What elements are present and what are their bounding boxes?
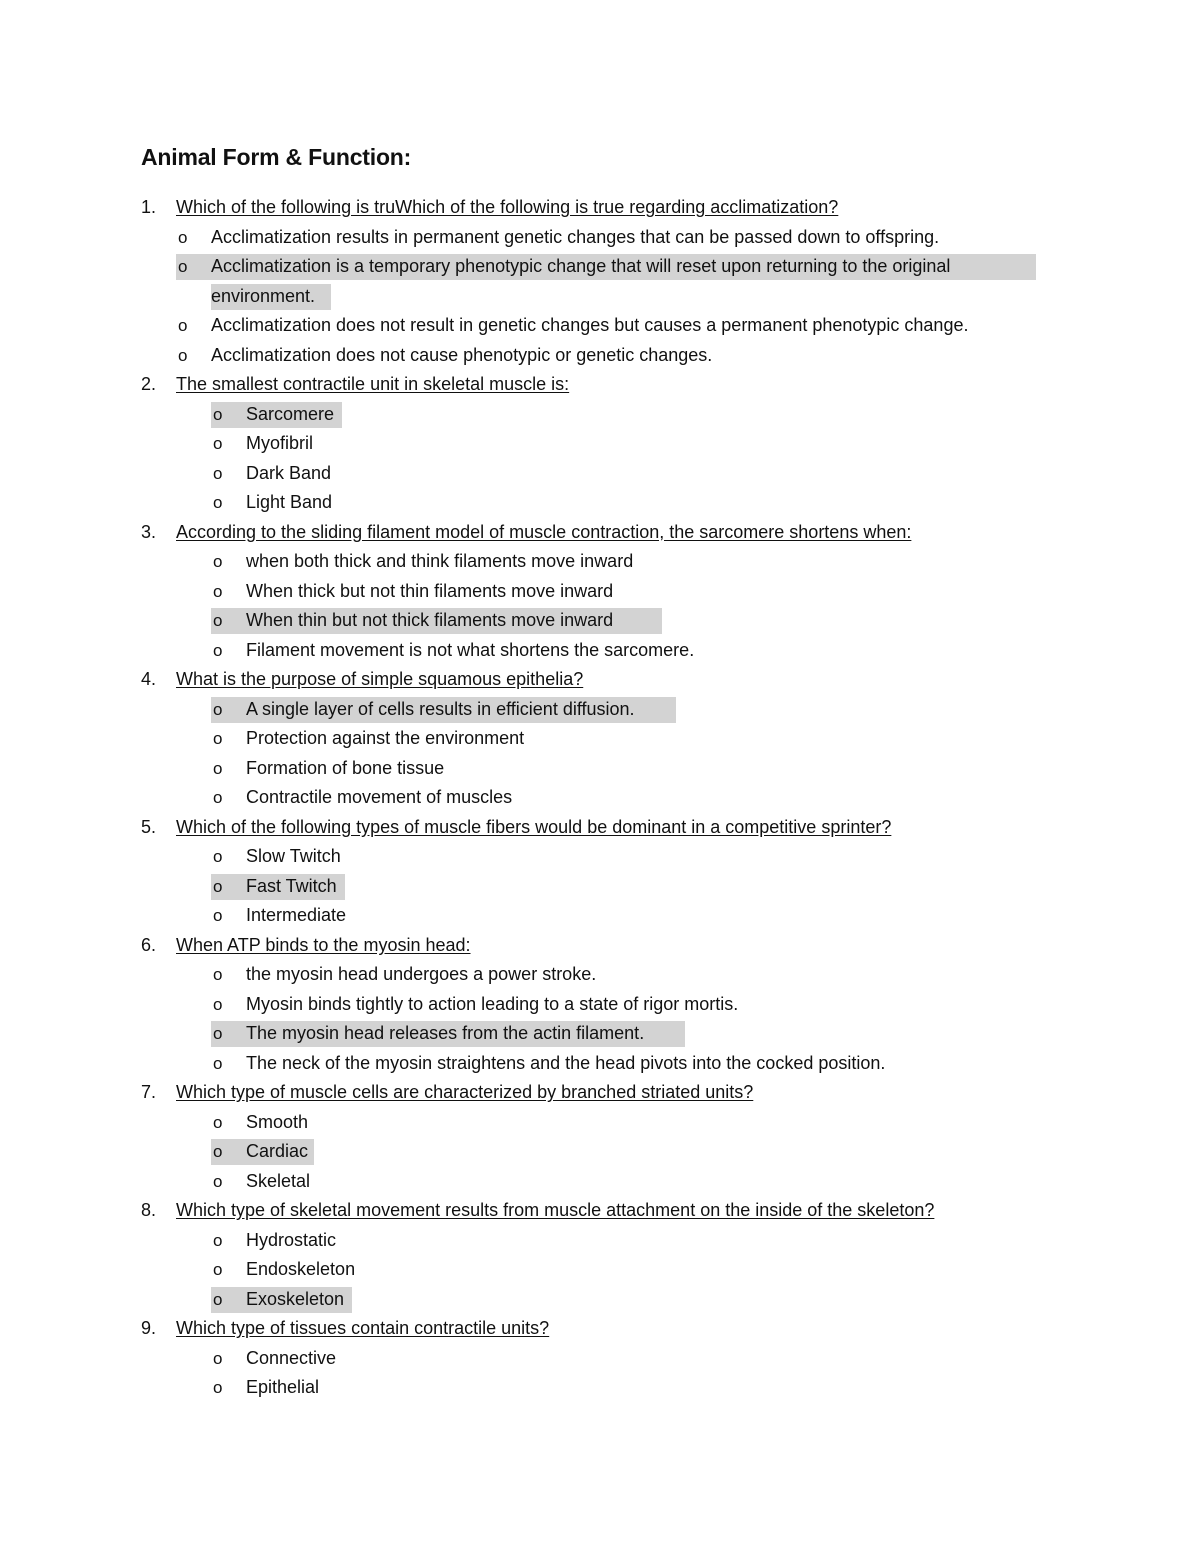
question-text: Which of the following is truWhich of the following is true regarding acclimatization? xyxy=(176,197,839,217)
bullet-icon: o xyxy=(213,699,223,719)
answer-text: A single layer of cells results in efficient diffusion. xyxy=(246,698,635,719)
bullet-icon: o xyxy=(213,1024,223,1043)
bullet-icon: o xyxy=(213,788,223,807)
bullet-icon: o xyxy=(213,434,223,453)
answer-option-highlighted xyxy=(0,1285,1200,1315)
answer-option xyxy=(0,341,1200,371)
answer-option-highlighted xyxy=(0,1019,1200,1049)
answer-text: Myofibril xyxy=(246,433,314,453)
answer-option-highlighted xyxy=(0,1137,1200,1167)
bullet-icon: o xyxy=(213,994,223,1014)
bullet-icon: o xyxy=(213,1112,223,1132)
bullet-icon: o xyxy=(213,847,223,866)
question-4 xyxy=(0,665,1200,813)
question-number: 1. xyxy=(141,197,157,217)
answer-text: The myosin head releases from the actin filament. xyxy=(246,1023,645,1043)
answer-option xyxy=(0,488,1200,518)
bullet-icon: o xyxy=(213,611,223,630)
bullet-icon: o xyxy=(213,640,223,660)
question-8 xyxy=(0,1196,1200,1314)
answer-text: Sarcomere xyxy=(246,403,335,424)
bullet-icon: o xyxy=(213,1171,223,1191)
question-7 xyxy=(0,1078,1200,1196)
question-3 xyxy=(0,518,1200,666)
answer-text: Skeletal xyxy=(246,1170,311,1191)
answer-text: Acclimatization does not result in genetic changes but causes a permanent phenotypic change. xyxy=(211,315,969,335)
answer-text: When thick but not thin filaments move inward xyxy=(246,580,614,601)
answer-text: Acclimatization is a temporary phenotypic change that will reset upon returning to the original xyxy=(211,256,951,276)
question-2 xyxy=(0,370,1200,518)
answer-option xyxy=(0,1167,1200,1197)
page-title: Animal Form & Function: xyxy=(141,144,412,170)
bullet-icon: o xyxy=(178,257,188,276)
bullet-icon: o xyxy=(213,965,223,984)
answer-text: Intermediate xyxy=(246,905,347,925)
bullet-icon: o xyxy=(213,1053,223,1073)
answer-text: Exoskeleton xyxy=(246,1288,345,1309)
answer-text: Hydrostatic xyxy=(246,1229,337,1250)
question-number: 8. xyxy=(141,1200,157,1220)
bullet-icon: o xyxy=(213,1260,223,1279)
question-text: According to the sliding filament model of muscle contraction, the sarcomere shortens when: xyxy=(176,521,912,542)
bullet-icon: o xyxy=(178,345,188,365)
bullet-icon: o xyxy=(178,316,188,335)
answer-text: Cardiac xyxy=(246,1141,309,1161)
question-number: 3. xyxy=(141,521,157,542)
answer-option-highlighted xyxy=(0,252,1200,311)
answer-text: Connective xyxy=(246,1347,337,1368)
bullet-icon: o xyxy=(213,729,223,748)
answer-text: Smooth xyxy=(246,1111,309,1132)
answer-text: the myosin head undergoes a power stroke. xyxy=(246,964,597,984)
answer-option xyxy=(0,990,1200,1020)
answer-text: Acclimatization does not cause phenotypic or genetic changes. xyxy=(211,344,713,365)
answer-text: Endoskeleton xyxy=(246,1259,356,1279)
question-text: Which type of tissues contain contractile units? xyxy=(176,1318,550,1338)
answer-option xyxy=(0,842,1200,872)
answer-option xyxy=(0,724,1200,754)
answer-text: Filament movement is not what shortens the sarcomere. xyxy=(246,639,695,660)
answer-option-highlighted xyxy=(0,400,1200,430)
question-number: 5. xyxy=(141,816,157,837)
answer-option xyxy=(0,1108,1200,1138)
answer-option xyxy=(0,636,1200,666)
question-number: 7. xyxy=(141,1082,157,1102)
answer-text: Protection against the environment xyxy=(246,728,525,748)
bullet-icon: o xyxy=(213,1289,223,1309)
answer-text: The neck of the myosin straightens and the head pivots into the cocked position. xyxy=(246,1052,886,1073)
question-text: Which type of skeletal movement results from muscle attachment on the inside of the skeleton? xyxy=(176,1200,935,1220)
answer-option xyxy=(0,901,1200,931)
bullet-icon: o xyxy=(213,1230,223,1250)
bullet-icon: o xyxy=(178,227,188,247)
question-list xyxy=(0,193,1200,1403)
bullet-icon: o xyxy=(213,463,223,483)
answer-text: when both thick and think filaments move inward xyxy=(246,551,634,571)
answer-option xyxy=(0,459,1200,489)
answer-option xyxy=(0,1049,1200,1079)
answer-option xyxy=(0,547,1200,577)
answer-text: Fast Twitch xyxy=(246,875,337,896)
question-number: 4. xyxy=(141,669,157,689)
question-number: 9. xyxy=(141,1318,157,1338)
answer-text: Dark Band xyxy=(246,462,332,483)
answer-option xyxy=(0,960,1200,990)
bullet-icon: o xyxy=(213,876,223,896)
answer-option xyxy=(0,1373,1200,1403)
question-number: 6. xyxy=(141,934,157,955)
answer-option xyxy=(0,1255,1200,1285)
question-5 xyxy=(0,813,1200,931)
bullet-icon: o xyxy=(213,552,223,571)
bullet-icon: o xyxy=(213,1142,223,1161)
answer-text: When thin but not thick filaments move inward xyxy=(246,610,614,630)
answer-option xyxy=(0,429,1200,459)
bullet-icon: o xyxy=(213,493,223,512)
answer-option xyxy=(0,223,1200,253)
question-number: 2. xyxy=(141,374,157,394)
bullet-icon: o xyxy=(213,1378,223,1397)
answer-text: Epithelial xyxy=(246,1377,320,1397)
question-text: Which of the following types of muscle fibers would be dominant in a competitive sprinter? xyxy=(176,816,892,837)
answer-option xyxy=(0,311,1200,341)
answer-option xyxy=(0,1226,1200,1256)
question-text: Which type of muscle cells are characterized by branched striated units? xyxy=(176,1082,754,1102)
answer-option xyxy=(0,783,1200,813)
answer-text: Light Band xyxy=(246,492,333,512)
answer-text: Slow Twitch xyxy=(246,846,341,866)
question-text: What is the purpose of simple squamous epithelia? xyxy=(176,669,584,689)
answer-option xyxy=(0,754,1200,784)
question-6 xyxy=(0,931,1200,1079)
bullet-icon: o xyxy=(213,1348,223,1368)
bullet-icon: o xyxy=(213,758,223,778)
bullet-icon: o xyxy=(213,404,223,424)
answer-option xyxy=(0,577,1200,607)
answer-option xyxy=(0,1344,1200,1374)
question-9 xyxy=(0,1314,1200,1403)
bullet-icon: o xyxy=(213,906,223,925)
answer-option-highlighted xyxy=(0,695,1200,725)
answer-text-continued: environment. xyxy=(211,285,316,306)
question-text: When ATP binds to the myosin head: xyxy=(176,934,471,955)
answer-text: Myosin binds tightly to action leading to a state of rigor mortis. xyxy=(246,993,739,1014)
question-1 xyxy=(0,193,1200,370)
answer-text: Contractile movement of muscles xyxy=(246,787,513,807)
bullet-icon: o xyxy=(213,581,223,601)
answer-option-highlighted xyxy=(0,872,1200,902)
answer-text: Acclimatization results in permanent genetic changes that can be passed down to offspring. xyxy=(211,226,940,247)
answer-text: Formation of bone tissue xyxy=(246,757,445,778)
answer-option-highlighted xyxy=(0,606,1200,636)
question-text: The smallest contractile unit in skeletal muscle is: xyxy=(176,374,570,394)
